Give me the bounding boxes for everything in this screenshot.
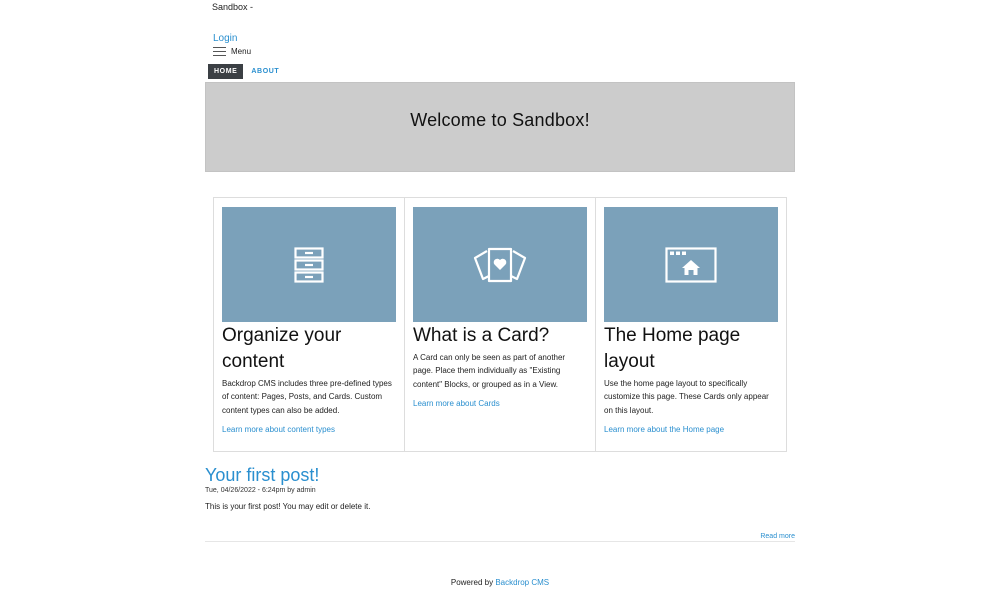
menu-label: Menu (231, 47, 252, 56)
post-teaser (205, 464, 795, 543)
learn-more-cards-link[interactable]: Learn more about Cards (413, 399, 500, 409)
post-meta: Tue, 04/26/2022 - 6:24pm by admin (205, 487, 316, 494)
nav-tab-home[interactable]: HOME (208, 64, 243, 79)
playing-cards-icon (473, 247, 527, 283)
home-page-layout-icon (665, 247, 717, 283)
card-title: What is a Card? (413, 325, 550, 346)
card-image (604, 207, 778, 322)
divider (205, 541, 795, 542)
hamburger-icon (213, 47, 226, 56)
login-link[interactable]: Login (213, 33, 238, 44)
card-text: Use the home page layout to specifically customize this page. These Cards only appear on this layout. (604, 379, 769, 415)
post-title-link[interactable]: Your first post! (205, 465, 320, 485)
card-title: Organize your content (222, 325, 342, 372)
cards-row (213, 197, 787, 452)
learn-more-home-page-link[interactable]: Learn more about the Home page (604, 425, 725, 435)
card-content-types (214, 198, 405, 451)
file-cabinet-icon (294, 247, 324, 283)
hero-title: Welcome to Sandbox! (410, 110, 590, 130)
card-title: The Home page layout (604, 325, 741, 372)
card-cards (405, 198, 596, 451)
card-image (413, 207, 587, 322)
card-home-layout (596, 198, 786, 451)
nav-tab-about[interactable]: ABOUT (251, 68, 280, 75)
card-image (222, 207, 396, 322)
site-name[interactable]: Sandbox - (212, 2, 254, 12)
menu-toggle-button[interactable] (213, 47, 251, 56)
footer (0, 578, 1000, 587)
post-body: This is your first post! You may edit or delete it. (205, 502, 371, 511)
backdrop-cms-link[interactable]: Backdrop CMS (495, 578, 550, 587)
card-text: A Card can only be seen as part of another page. Place them individually as "Existing content" Blocks, or grouped as in a View. (413, 353, 566, 389)
learn-more-content-types-link[interactable]: Learn more about content types (222, 425, 335, 435)
card-text: Backdrop CMS includes three pre-defined types of content: Pages, Posts, and Cards. Custom content types can also be added. (222, 379, 392, 415)
hero-banner (205, 82, 795, 172)
read-more-link[interactable]: Read more (760, 533, 795, 540)
main-nav (208, 64, 285, 79)
footer-powered-by: Powered by (450, 578, 496, 587)
